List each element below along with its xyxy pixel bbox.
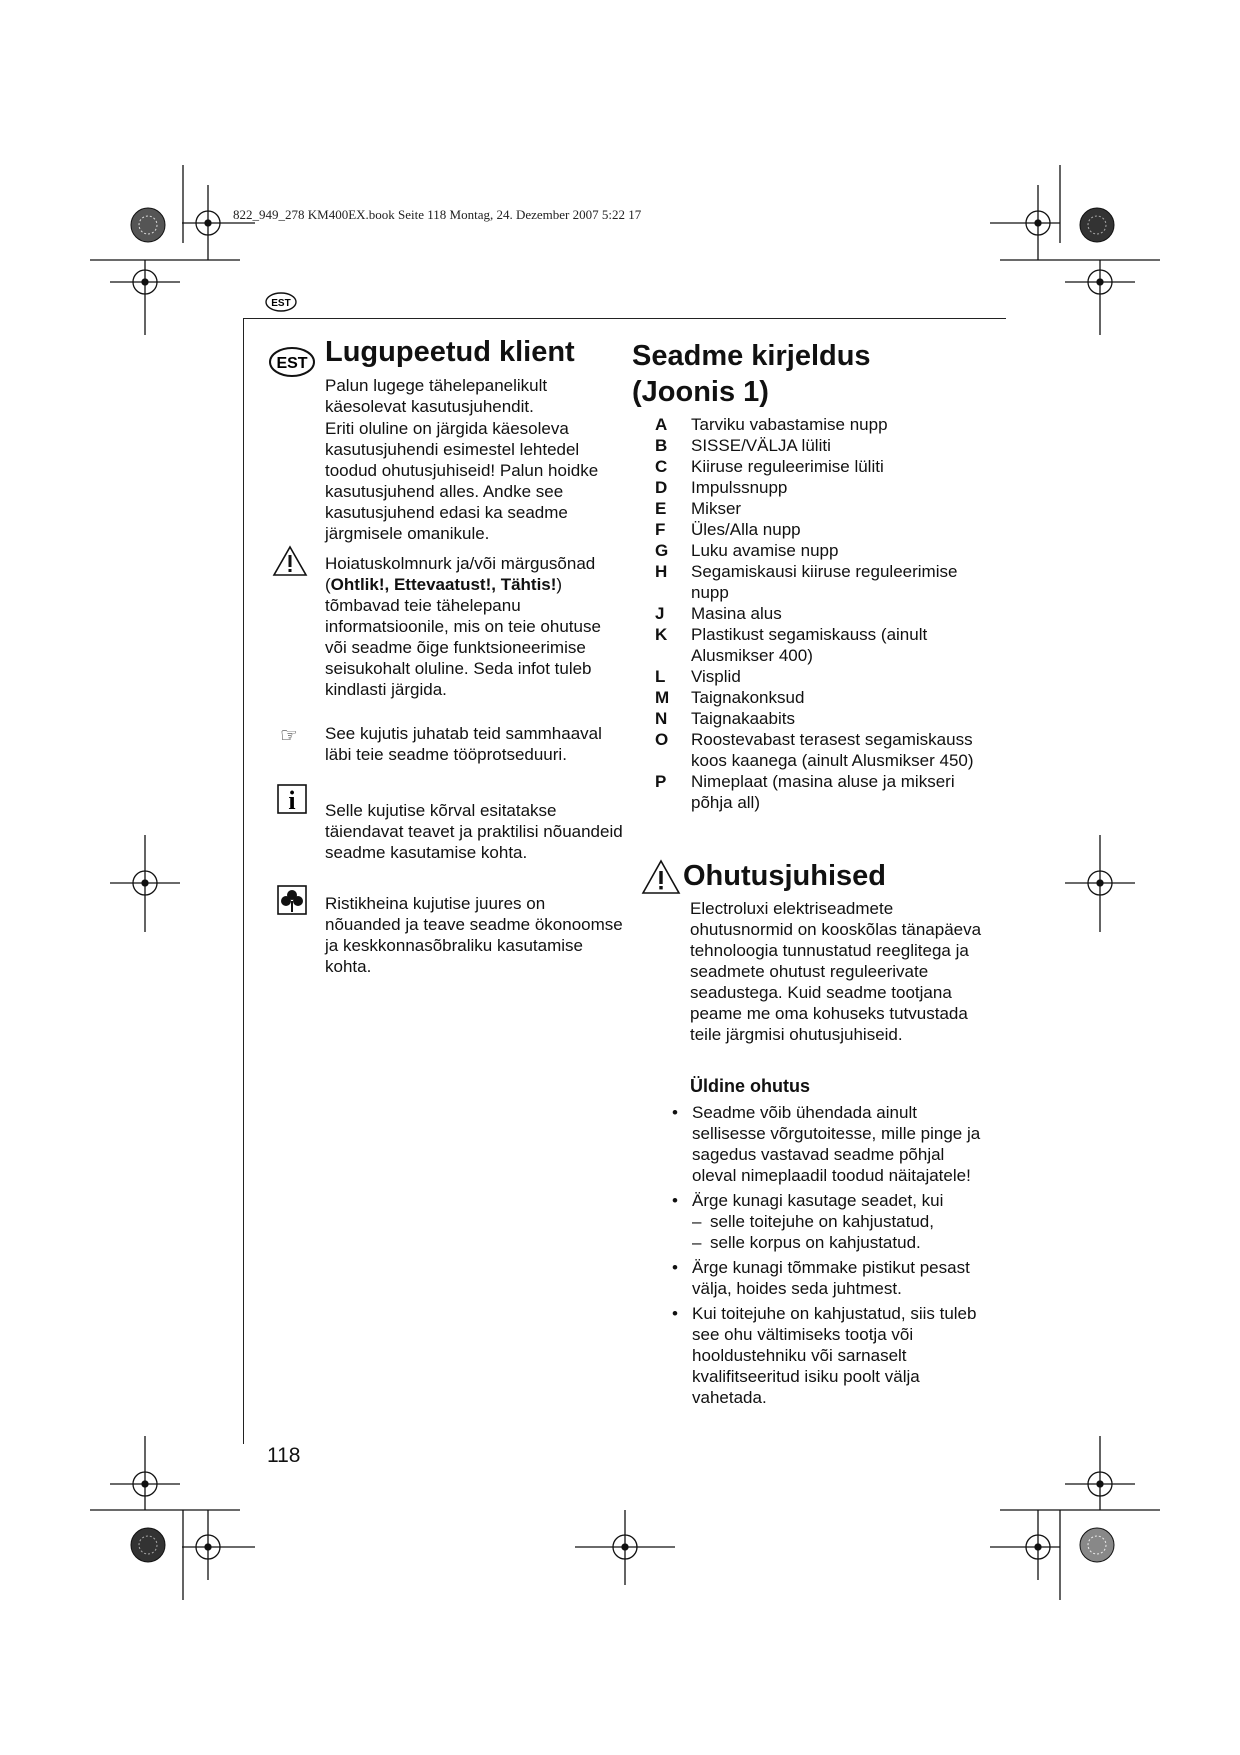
- left-rule: [243, 318, 244, 1444]
- intro-paragraph-2: Eriti oluline on järgida käesoleva kasutusjuhendi esimestel lehtedel toodud ohutusjuhiseid! Palun hoidke kasutusjuhend alles. Andke see kasutusjuhend edasi ka seadme järgmisele omanikule.: [325, 419, 599, 543]
- top-rule: [243, 318, 1006, 319]
- est-badge-icon: [268, 346, 316, 378]
- legend-item: L Visplid: [655, 667, 741, 686]
- general-safety-heading: Üldine ohutus: [690, 1076, 810, 1096]
- clover-paragraph: Ristikheina kujutise juures on nõuanded ja teave seadme ökonoomse ja keskkonnasõbraliku kasutamise kohta.: [325, 894, 623, 976]
- legend-item: A Tarviku vabastamise nupp: [655, 415, 888, 434]
- legend-item: G Luku avamise nupp: [655, 541, 839, 560]
- section-title-safety: Ohutusjuhised: [683, 860, 886, 892]
- legend-item: J Masina alus: [655, 604, 782, 623]
- svg-text:EST: EST: [276, 355, 308, 372]
- legend-item: E Mikser: [655, 499, 742, 518]
- warning-triangle-icon: [641, 859, 681, 895]
- page-number: 118: [267, 1444, 301, 1467]
- pointing-hand-icon: ☞: [280, 725, 298, 747]
- info-icon: [277, 784, 307, 814]
- list-item: • Seadme võib ühendada ainult sellisesse võrgutoitesse, mille pinge ja sagedus vastavad seadme põhjal oleval nimeplaadil toodud näitajatele!: [672, 1103, 981, 1185]
- intro-paragraph-1: Palun lugege tähelepanelikult käesolevat kasutusjuhendit.: [325, 376, 548, 416]
- warning-paragraph: Hoiatuskolmnurk ja/või märgusõnad (Ohtlik!, Ettevaatust!, Tähtis!) tõmbavad teie tähelepanu informatsioonile, mis on teie ohutuse või seadme õige funktsioneerimise seisukohalt oluline. Seda infot tuleb kindlasti järgida.: [325, 554, 601, 699]
- clover-icon: [277, 885, 307, 915]
- legend-item: P Nimeplaat (masina aluse ja mikseri põhja all): [655, 772, 955, 812]
- section-title-device: Seadme kirjeldus (Joonis 1): [632, 340, 871, 408]
- svg-text:i: i: [288, 786, 296, 814]
- legend-item: F Üles/Alla nupp: [655, 520, 801, 539]
- list-item: • Ärge kunagi tõmmake pistikut pesast välja, hoides seda juhtmest.: [672, 1258, 970, 1298]
- legend-item: H Segamiskausi kiiruse reguleerimise nupp: [655, 562, 958, 602]
- page-title: Lugupeetud klient: [325, 336, 575, 368]
- safety-bullets: [670, 1102, 990, 1412]
- legend-item: C Kiiruse reguleerimise lüliti: [655, 457, 884, 476]
- print-header: 822_949_278 KM400EX.book Seite 118 Montag, 24. Dezember 2007 5:22 17: [233, 207, 642, 222]
- legend-item: N Taignakaabits: [655, 709, 795, 728]
- info-paragraph: Selle kujutise kõrval esitatakse täiendavat teavet ja praktilisi nõuandeid seadme kasutamise kohta.: [325, 801, 623, 862]
- safety-intro: Electroluxi elektriseadmete ohutusnormid on kooskõlas tänapäeva tehnoloogia tunnustatud reeglitega ja seadmete ohutust reguleerivate seadustega. Kuid seadme tootjana peame me oma kohuseks tutvustada teile järgmisi ohutusjuhiseid.: [690, 899, 982, 1044]
- parts-legend: [655, 414, 995, 813]
- est-badge-icon: [265, 292, 299, 312]
- legend-item: O Roostevabast terasest segamiskauss koos kaanega (ainult Alusmikser 450): [655, 730, 974, 770]
- legend-item: M Taignakonksud: [655, 688, 805, 707]
- legend-item: B SISSE/VÄLJA lüliti: [655, 436, 831, 455]
- list-item: • Ärge kunagi kasutage seadet, kui – selle toitejuhe on kahjustatud, – selle korpus on kahjustatud.: [672, 1191, 944, 1252]
- legend-item: K Plastikust segamiskauss (ainult Alusmikser 400): [655, 625, 928, 665]
- legend-item: D Impulssnupp: [655, 478, 788, 497]
- svg-text:EST: EST: [271, 298, 291, 309]
- list-item: • Kui toitejuhe on kahjustatud, siis tuleb see ohu vältimiseks tootja või hooldustehniku või sarnaselt kvalifitseeritud isiku poolt välja vahetada.: [672, 1304, 977, 1407]
- warning-triangle-icon: [272, 545, 308, 577]
- hand-paragraph: See kujutis juhatab teid sammhaaval läbi teie seadme tööprotseduuri.: [325, 724, 602, 764]
